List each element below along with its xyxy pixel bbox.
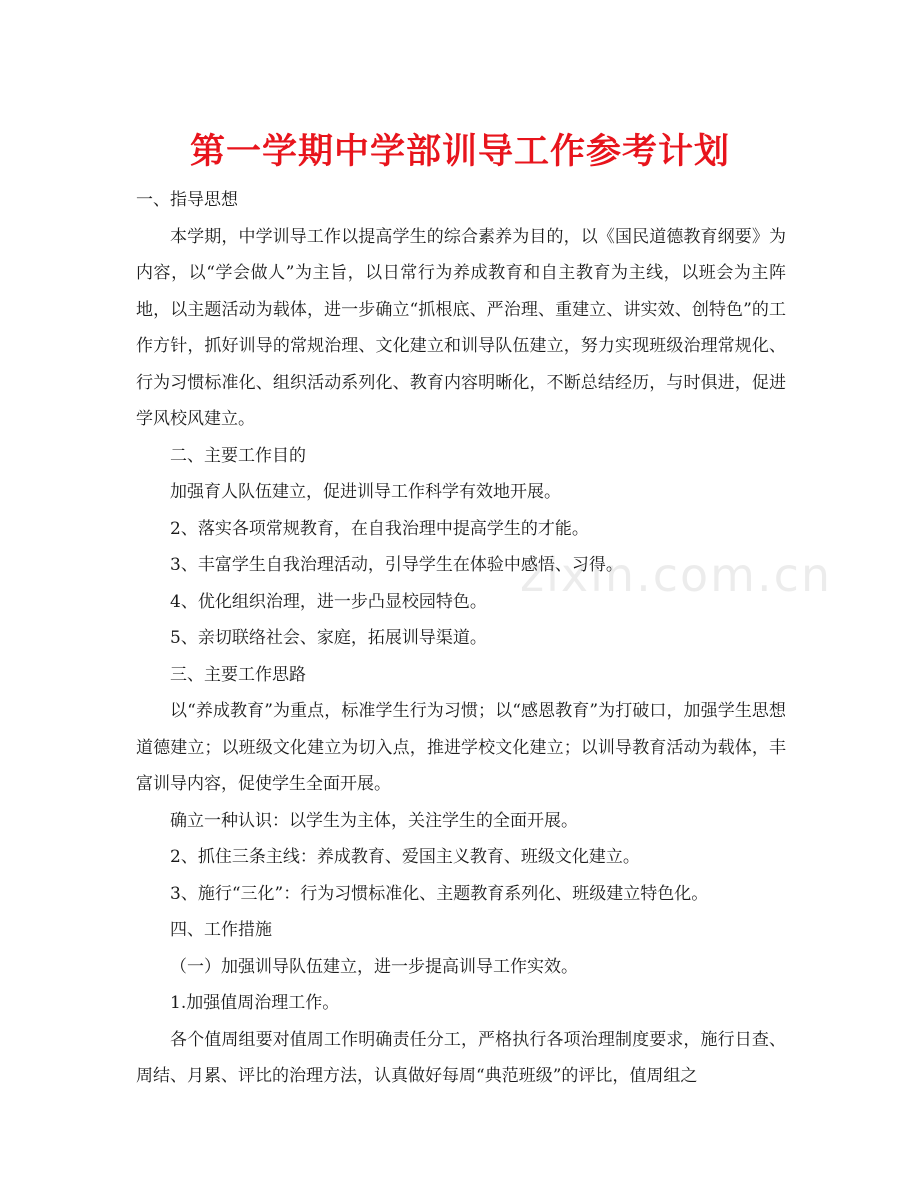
subsection-item: 1.加强值周治理工作。 (170, 993, 340, 1013)
document-title: 第一学期中学部训导工作参考计划 (189, 132, 730, 172)
list-item: 3、施行“三化”：行为习惯标准化、主题教育系列化、班级建立特色化。 (170, 883, 709, 904)
list-item: 加强育人队伍建立，促进训导工作科学有效地开展。 (170, 482, 561, 502)
paragraph: 各个值周组要对值周工作明确责任分工，严格执行各项治理制度要求，施行日查、周结、月累、评比的治理方法，认真做好每周“典范班级”的评比，值周组之 (136, 1029, 786, 1086)
list-item: 4、优化组织治理，进一步凸显校园特色。 (170, 591, 487, 612)
list-item: 2、落实各项常规教育，在自我治理中提高学生的才能。 (170, 518, 589, 539)
watermark: zixin.com.cn (520, 548, 833, 602)
section-heading-work-approach: 三、主要工作思路 (170, 664, 306, 685)
subsection-heading: （一）加强训导队伍建立，进一步提高训导工作实效。 (170, 956, 578, 977)
list-item: 确立一种认识：以学生为主体，关注学生的全面开展。 (170, 810, 578, 831)
document-body (136, 182, 786, 1095)
list-item: 3、丰富学生自我治理活动，引导学生在体验中感悟、习得。 (170, 555, 623, 575)
section-heading-main-goals: 二、主要工作目的 (170, 445, 306, 466)
section-heading-work-measures: 四、工作措施 (170, 920, 272, 940)
section-heading-guiding-ideology: 一、指导思想 (136, 190, 238, 210)
paragraph: 本学期，中学训导工作以提高学生的综合素养为目的，以《国民道德教育纲要》为内容，以“学会做人”为主旨，以日常行为养成教育和自主教育为主线，以班会为主阵地，以主题活动为载体，进一步确立“抓根底、严治理、重建立、讲实效、创特色”的工作方针，抓好训导的常规治理、文化建立和训导队伍建立，努力实现班级治理常规化、行为习惯标准化、组织活动系列化、教育内容明晰化，不断总结经历，与时俱进，促进学风校风建立。 (136, 226, 786, 429)
list-item: 2、抓住三条主线：养成教育、爱国主义教育、班级文化建立。 (170, 847, 640, 867)
paragraph: 以“养成教育”为重点，标准学生行为习惯；以“感恩教育”为打破口，加强学生思想道德建立；以班级文化建立为切入点，推进学校文化建立；以训导教育活动为载体，丰富训导内容，促使学生全面开展。 (136, 701, 786, 794)
list-item: 5、亲切联络社会、家庭，拓展训导渠道。 (170, 628, 487, 648)
